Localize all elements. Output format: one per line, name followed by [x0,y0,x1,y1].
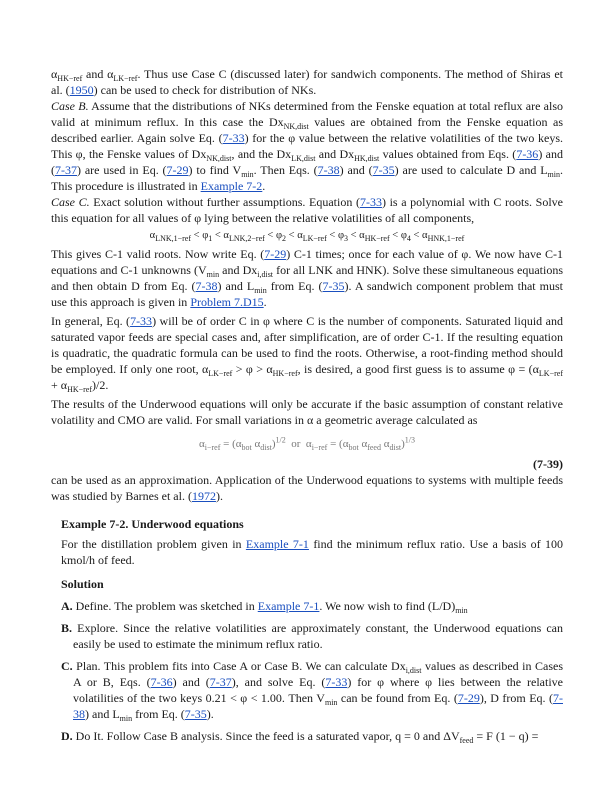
step-c-plan: C. Plan. This problem fits into Case A or Case B. We can calculate $Dx_{i,dist}$ values as described in Cases A or B, Eqs. (7-36) and (7-37), and solve Eq. (7-33) for φ where φ lies between the relative volatilities of the two keys 0.21 < φ < 1.00. Then $V_{min}$ can be found from Eq. (7-29), D from Eq. (7-38) and $L_{min}$ from Eq. (7-35). [61,659,563,723]
eq-link-7-36[interactable]: 7-36 [516,147,539,161]
eq-link-7-33[interactable]: 7-33 [325,675,348,689]
equation-number: (7-39) [533,457,563,471]
step-d-do-it: D. Do It. Follow Case B analysis. Since the feed is a saturated vapor, q = 0 and $\Delta V_{feed} = F$ (1 − q) = [61,729,539,745]
example-7-2-box [61,516,563,744]
eq-link-7-38[interactable]: 7-38 [317,163,340,177]
citation-link-1950[interactable]: 1950 [69,83,94,97]
example-link-7-1[interactable]: Example 7-1 [245,537,309,551]
paragraph-case-a-end: $\alpha_{HK-ref}$ and $\alpha_{LK-ref}$. Thus use Case C (discussed later) for sandwich components. The method of Shiras et al. (1950) can be used to check for distribution of NKs. [51,67,563,97]
eq-link-7-29[interactable]: 7-29 [166,163,189,177]
paragraph-roots: This gives C-1 valid roots. Now write Eq. (7-29) C-1 times; once for each value of φ. We now have C-1 equations and C-1 unknowns ($V_{min}$ and $Dx_{i,dist}$ for all LNK and HNK). Solve these simultaneous equations and then obtain D from Eq. (7-38) and $L_{min}$ from Eq. (7-35). A sandwich component problem that must use this approach is given in Problem 7.D15. [51,247,564,309]
step-b-explore: B. Explore. Since the relative volatilities are approximately constant, the Underwood equations can easily be used to estimate the minimum reflux ratio. [61,621,563,651]
geometric-average-formula: $\alpha_{i-ref} = (\alpha_{bot}$ $\alpha_{dist})^{1/2}$ or $\alpha_{i-ref} = (\alpha_{bot}$ $\alpha_{feed}$ $\alpha_{dist})^{1/3}$ [199,435,415,452]
inequality-formula: $\alpha_{LNK,1-ref} < \varphi_1 < \alpha_{LNK,2-ref} < \varphi_2 < \alpha_{LK-ref} < \varphi_3 < \alpha_{HK-ref} < \varphi_4 < \alpha_{HNK,1-ref}$ [149,230,465,243]
eq-link-7-29[interactable]: 7-29 [264,247,287,261]
eq-link-7-37[interactable]: 7-37 [55,163,77,177]
example-link-7-2[interactable]: Example 7-2 [200,179,263,193]
citation-link-1972[interactable]: 1972 [191,489,216,503]
paragraph-general: In general, Eq. (7-33) will be of order C in φ where C is the number of components. Saturated liquid and saturated vapor feeds are special cases and, after simplification, are of order C-1. If the resulting equation is quadratic, the quadratic formula can be used to find the roots. Otherwise, a root-finding method should be employed. If only one root, $\alpha_{LK-ref} > \varphi > \alpha_{HK-ref}$, is desired, a good first guess is to assume $\varphi = (\alpha_{LK-ref} + \alpha_{HK-ref})/2$. [51,314,563,394]
eq-link-7-38[interactable]: 7-38 [73,691,563,721]
eq-link-7-38[interactable]: 7-38 [195,279,218,293]
eq-link-7-35[interactable]: 7-35 [322,279,345,293]
equation-7-39 [51,434,563,471]
eq-link-7-37[interactable]: 7-37 [209,675,232,689]
problem-link-7-d15[interactable]: Problem 7.D15 [190,295,264,309]
eq-link-7-33[interactable]: 7-33 [359,195,382,209]
paragraph-approximation: can be used as an approximation. Application of the Underwood equations to systems with multiple feeds was studied by Barnes et al. (1972). [51,473,563,503]
eq-link-7-33[interactable]: 7-33 [130,314,153,328]
example-title: Example 7-2. Underwood equations [61,517,244,531]
eq-link-7-35[interactable]: 7-35 [184,707,207,721]
eq-link-7-36[interactable]: 7-36 [150,675,173,689]
paragraph-case-c: Case C. Exact solution without further assumptions. Equation (7-33) is a polynomial with C roots. Solve this equation for all values of φ lying between the relative volatilities of all components, [51,195,563,225]
step-a-define: A. Define. The problem was sketched in Example 7-1. We now wish to find $(L/D)_{min}$ [61,599,468,615]
eq-link-7-33[interactable]: 7-33 [222,131,245,145]
example-link-7-1[interactable]: Example 7-1 [257,599,320,613]
paragraph-case-b: Case B. Assume that the distributions of NKs determined from the Fenske equation at total reflux are also valid at minimum reflux. In this case the $Dx_{NK,dist}$ values are obtained from the Fenske equation as described earlier. Again solve Eq. (7-33) for the φ value between the relative volatilities of the two keys. This φ, the Fenske values of $Dx_{NK,dist}$, and the $Dx_{LK,dist}$ and $Dx_{HK,dist}$ values obtained from Eqs. (7-36) and (7-37) are used in Eq. (7-29) to find $V_{min}$. Then Eqs. (7-38) and (7-35) are used to calculate D and $L_{min}$. This procedure is illustrated in Example 7-2. [51,99,563,193]
document-page [51,66,563,744]
eq-link-7-29[interactable]: 7-29 [457,691,480,705]
paragraph-accuracy: The results of the Underwood equations will only be accurate if the basic assumption of constant relative volatility and CMO are valid. For small variations in α a geometric average calculated as [51,397,563,427]
example-intro: For the distillation problem given in Example 7-1 find the minimum reflux ratio. Use a basis of 100 kmol/h of feed. [61,537,563,567]
eq-link-7-35[interactable]: 7-35 [372,163,395,177]
solution-heading: Solution [61,577,104,591]
